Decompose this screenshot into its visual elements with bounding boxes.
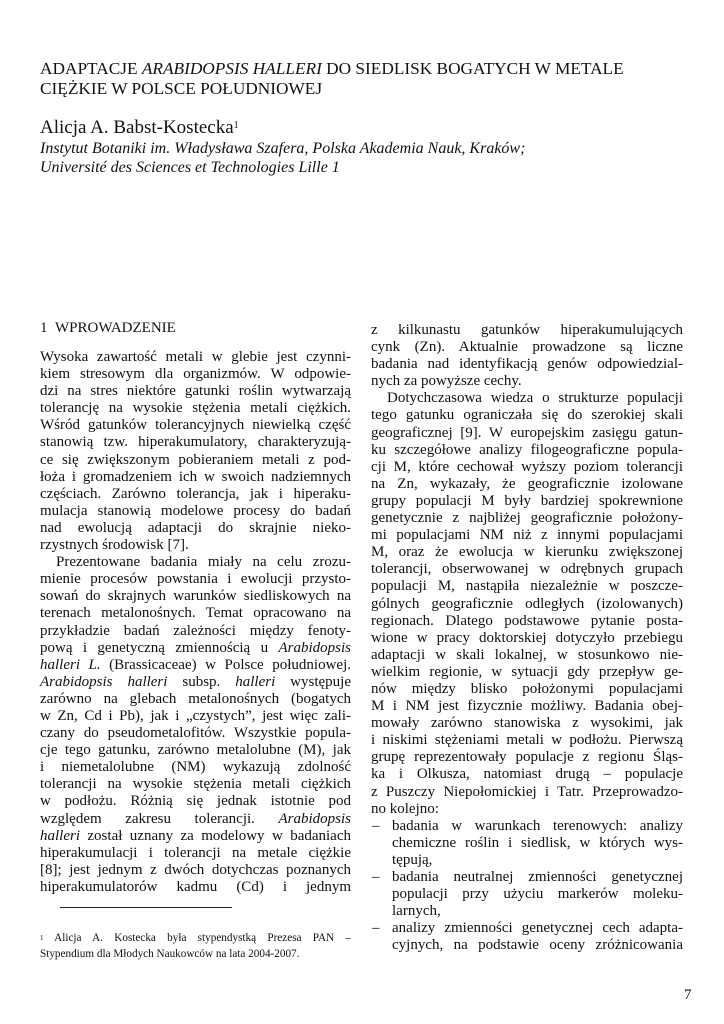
text-line <box>371 937 683 954</box>
text-line <box>40 452 351 469</box>
text-segment: wione w pracy doktorskiej dotyczyło przebiegu <box>371 629 683 646</box>
affiliation-1: Instytut Botaniki im. Władysława Szafera, Polska Akademia Nauk, Kraków; <box>40 140 526 157</box>
text-segment: genetycznie z najbliżej geograficznie położony- <box>371 510 683 527</box>
text-line <box>371 664 683 681</box>
text-line <box>40 537 351 554</box>
text-segment: badania nad identyfikacją genów odpowiedzial- <box>371 356 683 373</box>
text-segment: z kilkunastu gatunków hiperakumulujących <box>371 322 683 338</box>
text-segment: i niskimi stężeniami metali w podłożu. Pierwszą <box>371 732 683 749</box>
text-line <box>371 749 683 766</box>
footnote <box>40 930 351 962</box>
text-line <box>371 596 683 613</box>
text-segment: analizy zmienności genetycznej cech adapta- <box>392 920 683 937</box>
text-segment: stanowią tzw. hiperakumulatory, charakteryzują- <box>40 434 351 451</box>
text-segment: rzystnych środowisk [7]. <box>40 537 189 554</box>
text-line <box>371 613 683 630</box>
text-line <box>371 527 683 544</box>
text-segment: M i NM jest fizycznie możliwy. Badania obej- <box>371 698 683 715</box>
text-segment: względem zakresu tolerancji. <box>40 810 279 827</box>
text-line <box>40 862 351 879</box>
text-line <box>40 503 351 520</box>
text-segment: geograficznej [9]. W europejskim zasięgu gatun- <box>371 424 683 441</box>
text-segment: ce się zwiększonym pobieraniem metali z pod- <box>40 451 351 468</box>
text-segment: larnych, <box>392 903 441 920</box>
text-segment: mulacja stanowią modelowe procesy do badań <box>40 502 351 519</box>
text-line <box>371 835 683 852</box>
text-line <box>40 383 351 400</box>
text-segment: mienie procesów powstania i ewolucji przysto- <box>40 571 351 588</box>
text-segment: na Zn, wykazały, że geograficznie izolowane <box>371 475 683 492</box>
title-line-2: CIĘŻKIE W POLSCE POŁUDNIOWEJ <box>40 79 323 98</box>
text-segment: nad ewolucją adaptacji do skrajnie nieko- <box>40 519 351 536</box>
text-segment: z Puszczy Niepołomickiej i Tatr. Przeprowadzo- <box>371 783 683 800</box>
text-segment: dzi na stres niektóre gatunki roślin wytwarzają <box>40 383 351 400</box>
text-segment: hiperakumulacji i tolerancji na metale ciężkie <box>40 844 351 861</box>
text-line <box>40 623 351 640</box>
text-segment: cynk (Zn). Aktualnie prowadzone są liczne <box>371 339 683 356</box>
text-line <box>371 476 683 493</box>
text-line <box>371 647 683 664</box>
text-segment: subsp. <box>167 673 236 690</box>
text-line <box>371 578 683 595</box>
footnote-divider <box>60 907 232 908</box>
text-line <box>40 691 351 708</box>
text-segment: został uznany za modelowy w badaniach <box>80 827 351 844</box>
text-segment: kiem stresowym dla organizmów. W odpowie- <box>40 366 351 383</box>
text-segment: grupę reprezentowały populacje z regionu Śląs- <box>371 749 683 766</box>
text-line <box>371 510 683 527</box>
text-line <box>40 571 351 588</box>
footnote-mark: 1 <box>40 934 44 942</box>
text-segment: M, oraz że ewolucja w kierunku zwiększonej <box>371 544 683 561</box>
text-line <box>40 879 351 896</box>
text-segment: gólnych geograficznie odległych (izolowanych) <box>371 595 683 612</box>
text-segment: tolerancję na wysokie stężenia metali ciężkich. <box>40 400 351 417</box>
right-column-body <box>371 322 683 954</box>
section-title: WPROWADZENIE <box>55 320 176 336</box>
text-segment: terenach metalonośnych. Temat opracowano na <box>40 605 351 622</box>
text-line <box>40 811 351 828</box>
text-line <box>371 356 683 373</box>
text-segment: łoża i gromadzeniem ich w swoich nadziemnych <box>40 468 351 485</box>
list-dash: – <box>372 817 380 834</box>
italic-segment: Arabidopsis <box>278 639 351 656</box>
text-line <box>371 732 683 749</box>
footnote-line: Stypendium dla Młodych Naukowców na lata 2004-2007. <box>40 948 300 960</box>
title-line-1 <box>40 59 700 79</box>
text-segment: ka i Olkusza, natomiast drugą – populacje <box>371 766 683 783</box>
title-species-name: ARABIDOPSIS HALLERI <box>141 59 322 78</box>
text-segment: mi populacjami NM niż z innymi populacjami <box>371 527 683 544</box>
text-line <box>40 742 351 759</box>
title-text: DO SIEDLISK BOGATYCH W METALE <box>321 59 624 78</box>
text-segment: występuje <box>275 673 351 690</box>
text-segment: no kolejno: <box>371 800 439 817</box>
text-line <box>371 852 683 869</box>
text-line <box>40 708 351 725</box>
text-line <box>371 630 683 647</box>
text-line <box>371 715 683 732</box>
text-line <box>371 766 683 783</box>
footnote-text: Alicja A. Kostecka była stypendystką Prezesa PAN – <box>43 932 351 944</box>
text-line <box>371 681 683 698</box>
text-segment: tępują, <box>392 851 433 868</box>
list-item-line <box>371 818 683 835</box>
text-line <box>40 828 351 845</box>
text-segment: populacji M, nastąpiła niezależnie w poszcze- <box>371 578 683 595</box>
text-segment: Dotychczasowa wiedza o strukturze populacji <box>387 390 683 407</box>
text-segment: tolerancji na wysokie stężenia metali ciężkich <box>40 776 351 793</box>
italic-segment: Arabidopsis <box>278 810 351 827</box>
list-item-line <box>371 920 683 937</box>
text-line <box>371 425 683 442</box>
text-segment: częściach. Zarówno tolerancja, jak i hiperaku- <box>40 485 351 502</box>
text-line <box>371 459 683 476</box>
text-line <box>40 674 351 691</box>
list-dash: – <box>372 869 380 885</box>
list-item-line <box>371 869 683 886</box>
text-line <box>371 784 683 801</box>
section-number: 1 <box>40 320 48 336</box>
text-segment: (Brassicaceae) w Polsce południowej. <box>100 656 351 673</box>
text-line <box>40 520 351 537</box>
text-segment: cje tego gatunku, zarówno metalolubne (M), jak <box>40 742 351 759</box>
affiliation-2: Université des Sciences et Technologies Lille 1 <box>40 159 340 176</box>
text-line <box>40 417 351 434</box>
italic-segment: halleri L. <box>40 656 101 673</box>
text-segment: regionach. Dlatego podstawowe pytanie posta- <box>371 612 683 629</box>
italic-segment: halleri <box>235 673 276 690</box>
text-line <box>371 698 683 715</box>
text-segment: populacji przy użyciu markerów moleku- <box>392 886 683 903</box>
text-line <box>40 349 351 366</box>
text-segment: Wysoka zawartość metali w glebie jest czynni- <box>40 349 351 365</box>
text-segment: w Zn, Cd i Pb), jak i „czystych”, jest więc zali- <box>40 707 351 724</box>
text-line <box>40 469 351 486</box>
text-line <box>40 588 351 605</box>
title-text: ADAPTACJE <box>40 59 142 78</box>
text-segment: tego gatunku ograniczała się do szerokiej skali <box>371 407 683 424</box>
text-segment: sowań do skrajnych warunków siedliskowych na <box>40 588 351 605</box>
footnote-line <box>40 930 351 946</box>
text-line <box>40 657 351 674</box>
text-line <box>40 605 351 622</box>
text-line <box>40 776 351 793</box>
text-segment: nów między blisko położonymi populacjami <box>371 680 683 697</box>
text-segment: ku szczegółowe analizy filogeograficzne popula- <box>371 441 683 458</box>
text-line <box>371 493 683 510</box>
text-line <box>371 886 683 903</box>
text-segment: grupy populacji M były bardziej spokrewnione <box>371 492 683 509</box>
text-line <box>371 407 683 424</box>
text-line <box>40 640 351 657</box>
text-segment: hiperakumulatorów kadmu (Cd) i jednym <box>40 878 351 895</box>
text-segment: cji M, które cechował wyższy poziom tolerancji <box>371 458 683 475</box>
text-segment: tolerancji, obserwowanej w odrębnych grupach <box>371 561 683 578</box>
text-segment: przykładzie badań zależności między fenoty- <box>40 622 351 639</box>
author <box>40 117 239 139</box>
list-dash: – <box>372 920 380 937</box>
text-line <box>371 903 683 920</box>
text-line <box>371 339 683 356</box>
text-line <box>40 725 351 742</box>
text-segment: Wśród gatunków tolerancyjnych niewielką część <box>40 417 351 434</box>
text-segment: Prezentowane badania miały na celu zrozu- <box>56 554 351 571</box>
text-line <box>371 544 683 561</box>
text-segment: pową i genetyczną zmiennością u <box>40 639 279 656</box>
text-line <box>40 366 351 383</box>
text-segment: [8]; jest jednym z dwóch dotychczas poznanych <box>40 861 351 878</box>
text-line <box>40 793 351 810</box>
text-segment: zarówno na glebach metalonośnych (bogatych <box>40 690 351 707</box>
text-segment: mowały zarówno stanowiska z wysokimi, jak <box>371 715 683 732</box>
text-segment: cyjnych, na podstawie oceny zróżnicowania <box>392 937 683 954</box>
text-line <box>40 845 351 862</box>
left-column-body <box>40 349 351 896</box>
text-line <box>371 801 683 818</box>
italic-segment: halleri <box>40 827 80 844</box>
text-segment: w podłożu. Różnią się jednak istotnie pod <box>40 793 351 810</box>
text-line <box>40 486 351 503</box>
text-segment: adaptacji w skali lokalnej, w stosunkowo nie- <box>371 646 683 663</box>
text-line <box>371 373 683 390</box>
italic-segment: Arabidopsis halleri <box>40 673 168 690</box>
text-segment: badania w warunkach terenowych: analizy <box>392 817 683 834</box>
text-segment: wielkim regionie, w sytuacji gdy przepływ ge- <box>371 663 683 680</box>
text-segment: i niemetalolubne (NM) wykazują zdolność <box>40 759 351 776</box>
footnote-marker[interactable]: 1 <box>233 120 239 131</box>
author-name: Alicja A. Babst-Kostecka <box>40 117 234 138</box>
text-segment: czany do pseudometalofitów. Wszystkie popula- <box>40 725 351 742</box>
text-segment: nych za powyższe cechy. <box>371 373 522 390</box>
text-line <box>40 400 351 417</box>
text-line <box>371 322 683 339</box>
page-number: 7 <box>684 987 692 1003</box>
text-segment: chemiczne roślin i siedlisk, w których wys- <box>392 834 683 851</box>
text-line <box>40 759 351 776</box>
text-line <box>371 442 683 459</box>
section-heading <box>40 320 176 337</box>
text-line <box>40 554 351 571</box>
text-line <box>40 434 351 451</box>
article-title <box>40 59 700 99</box>
text-segment: badania neutralnej zmienności genetycznej <box>392 869 683 885</box>
text-line <box>371 390 683 407</box>
text-line <box>371 561 683 578</box>
